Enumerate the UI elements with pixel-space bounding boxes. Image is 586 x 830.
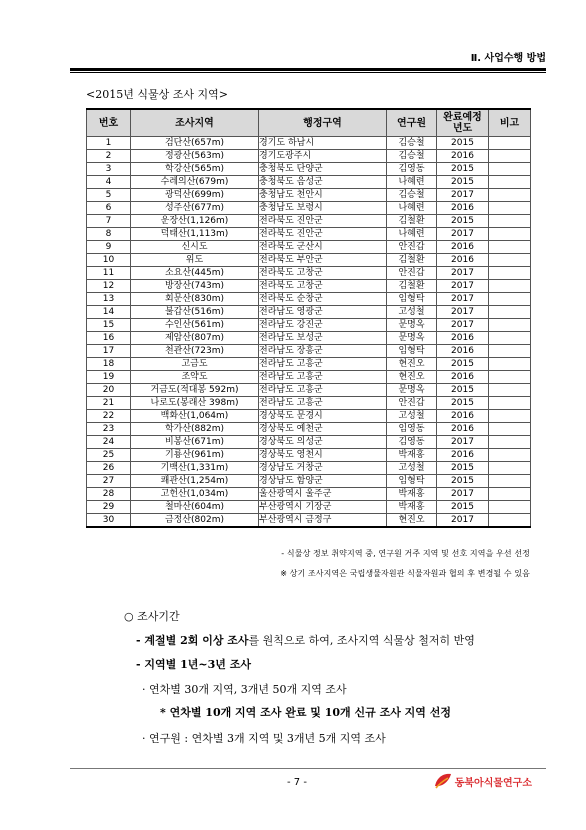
cell-number: 13: [87, 293, 131, 306]
bullet-regional-survey: - 지역별 1년~3년 조사: [136, 658, 251, 671]
cell-remarks: [489, 488, 531, 501]
cell-researcher: 나혜련: [387, 228, 437, 241]
cell-remarks: [489, 215, 531, 228]
cell-number: 12: [87, 280, 131, 293]
cell-completion-year: 2016: [437, 254, 489, 267]
bullet-researcher-regions: · 연구원 : 연차별 3개 지역 및 3개년 5개 지역 조사: [142, 732, 386, 745]
cell-admin-district: 경상남도 거창군: [259, 462, 387, 475]
cell-region: 나로도(봉래산 398m): [131, 397, 259, 410]
cell-remarks: [489, 189, 531, 202]
footer-rule: [70, 768, 546, 769]
cell-region: 수레의산(679m): [131, 176, 259, 189]
table-row: [87, 332, 531, 345]
cell-number: 5: [87, 189, 131, 202]
cell-region: 백화산(1,064m): [131, 410, 259, 423]
cell-remarks: [489, 319, 531, 332]
cell-completion-year: 2017: [437, 436, 489, 449]
cell-completion-year: 2016: [437, 423, 489, 436]
cell-remarks: [489, 462, 531, 475]
cell-remarks: [489, 332, 531, 345]
cell-researcher: 안진갑: [387, 241, 437, 254]
cell-researcher: 임영동: [387, 423, 437, 436]
cell-remarks: [489, 423, 531, 436]
cell-researcher: 김승철: [387, 150, 437, 163]
table-header-row: [87, 109, 531, 137]
table-row: [87, 371, 531, 384]
cell-remarks: [489, 345, 531, 358]
cell-remarks: [489, 163, 531, 176]
cell-researcher: 문명옥: [387, 319, 437, 332]
cell-remarks: [489, 267, 531, 280]
cell-completion-year: 2017: [437, 280, 489, 293]
cell-admin-district: 전라북도 부안군: [259, 254, 387, 267]
table-row: [87, 410, 531, 423]
cell-region: 성주산(677m): [131, 202, 259, 215]
cell-number: 2: [87, 150, 131, 163]
table-caption: <2015년 식물상 조사 지역>: [86, 88, 228, 101]
cell-completion-year: 2016: [437, 371, 489, 384]
cell-remarks: [489, 293, 531, 306]
table-row: [87, 215, 531, 228]
cell-remarks: [489, 241, 531, 254]
cell-region: 위도: [131, 254, 259, 267]
cell-completion-year: 2017: [437, 228, 489, 241]
cell-completion-year: 2017: [437, 319, 489, 332]
cell-remarks: [489, 501, 531, 514]
header-researcher: 연구원: [387, 109, 437, 137]
cell-number: 25: [87, 449, 131, 462]
cell-admin-district: 전라남도 보성군: [259, 332, 387, 345]
cell-admin-district: 전라북도 고창군: [259, 280, 387, 293]
cell-remarks: [489, 150, 531, 163]
cell-researcher: 고성철: [387, 462, 437, 475]
cell-region: 금정산(802m): [131, 514, 259, 528]
survey-region-table: [86, 108, 531, 528]
cell-number: 18: [87, 358, 131, 371]
cell-number: 1: [87, 137, 131, 150]
section-title: ○ 조사기간: [124, 610, 180, 623]
cell-admin-district: 전라남도 영광군: [259, 306, 387, 319]
table-row: [87, 241, 531, 254]
cell-admin-district: 경상북도 의성군: [259, 436, 387, 449]
cell-admin-district: 충청남도 천안시: [259, 189, 387, 202]
table-row: [87, 189, 531, 202]
cell-number: 6: [87, 202, 131, 215]
table-row: [87, 254, 531, 267]
cell-admin-district: 경상북도 영천시: [259, 449, 387, 462]
table-row: [87, 449, 531, 462]
table-row: [87, 475, 531, 488]
cell-admin-district: 전라남도 고흥군: [259, 397, 387, 410]
table-row: [87, 280, 531, 293]
cell-admin-district: 전라북도 고창군: [259, 267, 387, 280]
table-row: [87, 462, 531, 475]
cell-researcher: 김철환: [387, 215, 437, 228]
cell-remarks: [489, 371, 531, 384]
bullet-seasonal-survey-rest: 를 원칙으로 하여, 조사지역 식물상 철저히 반영: [248, 634, 475, 647]
table-row: [87, 384, 531, 397]
cell-completion-year: 2017: [437, 189, 489, 202]
cell-admin-district: 부산광역시 금정구: [259, 514, 387, 528]
cell-admin-district: 전라북도 군산시: [259, 241, 387, 254]
cell-admin-district: 경상남도 함양군: [259, 475, 387, 488]
cell-completion-year: 2015: [437, 137, 489, 150]
cell-researcher: 박재홍: [387, 488, 437, 501]
cell-region: 천관산(723m): [131, 345, 259, 358]
cell-researcher: 임형탁: [387, 345, 437, 358]
cell-researcher: 문명옥: [387, 384, 437, 397]
cell-researcher: 나혜련: [387, 176, 437, 189]
cell-region: 소요산(445m): [131, 267, 259, 280]
table-row: [87, 150, 531, 163]
cell-completion-year: 2017: [437, 293, 489, 306]
header-number: 번호: [87, 109, 131, 137]
table-row: [87, 501, 531, 514]
cell-number: 15: [87, 319, 131, 332]
cell-admin-district: 전라남도 강진군: [259, 319, 387, 332]
cell-remarks: [489, 306, 531, 319]
cell-number: 21: [87, 397, 131, 410]
bullet-seasonal-survey: [136, 632, 475, 648]
cell-researcher: 김철환: [387, 280, 437, 293]
header-rule: [70, 68, 546, 73]
cell-region: 방장산(743m): [131, 280, 259, 293]
bullet-annual-completion: * 연차별 10개 지역 조사 완료 및 10개 신규 조사 지역 선정: [160, 706, 452, 719]
cell-remarks: [489, 384, 531, 397]
cell-completion-year: 2015: [437, 384, 489, 397]
cell-admin-district: 경기도광주시: [259, 150, 387, 163]
header-region: 조사지역: [131, 109, 259, 137]
cell-admin-district: 경상북도 예천군: [259, 423, 387, 436]
cell-region: 수인산(561m): [131, 319, 259, 332]
cell-number: 16: [87, 332, 131, 345]
cell-number: 10: [87, 254, 131, 267]
cell-researcher: 현진오: [387, 358, 437, 371]
note-change-notice: ※ 상기 조사지역은 국립생물자원관 식물자원과 협의 후 변경될 수 있음: [280, 569, 530, 578]
cell-researcher: 고성철: [387, 306, 437, 319]
bullet-annual-regions: · 연차별 30개 지역, 3개년 50개 지역 조사: [142, 683, 347, 696]
header-admin-district: 행정구역: [259, 109, 387, 137]
cell-remarks: [489, 254, 531, 267]
cell-remarks: [489, 397, 531, 410]
cell-number: 9: [87, 241, 131, 254]
cell-region: 학강산(565m): [131, 163, 259, 176]
cell-region: 조약도: [131, 371, 259, 384]
cell-remarks: [489, 475, 531, 488]
cell-region: 비봉산(671m): [131, 436, 259, 449]
cell-researcher: 안진갑: [387, 397, 437, 410]
cell-remarks: [489, 514, 531, 528]
cell-researcher: 안진갑: [387, 267, 437, 280]
table-row: [87, 202, 531, 215]
cell-remarks: [489, 228, 531, 241]
cell-region: 제암산(807m): [131, 332, 259, 345]
cell-region: 쾌관산(1,254m): [131, 475, 259, 488]
cell-researcher: 김철환: [387, 254, 437, 267]
cell-completion-year: 2017: [437, 306, 489, 319]
cell-admin-district: 전라남도 고흥군: [259, 371, 387, 384]
table-row: [87, 514, 531, 528]
cell-number: 8: [87, 228, 131, 241]
cell-completion-year: 2015: [437, 163, 489, 176]
cell-remarks: [489, 449, 531, 462]
table-row: [87, 163, 531, 176]
cell-region: 고금도: [131, 358, 259, 371]
cell-number: 11: [87, 267, 131, 280]
cell-number: 3: [87, 163, 131, 176]
cell-region: 불갑산(516m): [131, 306, 259, 319]
cell-completion-year: 2016: [437, 241, 489, 254]
cell-admin-district: 충청북도 음성군: [259, 176, 387, 189]
cell-remarks: [489, 202, 531, 215]
table-row: [87, 137, 531, 150]
cell-researcher: 임형탁: [387, 475, 437, 488]
cell-number: 19: [87, 371, 131, 384]
cell-completion-year: 2015: [437, 215, 489, 228]
cell-region: 철마산(604m): [131, 501, 259, 514]
cell-number: 17: [87, 345, 131, 358]
leaf-logo-icon: [433, 772, 453, 790]
cell-region: 학가산(882m): [131, 423, 259, 436]
cell-researcher: 문명옥: [387, 332, 437, 345]
cell-completion-year: 2016: [437, 449, 489, 462]
table-row: [87, 319, 531, 332]
table-row: [87, 423, 531, 436]
cell-number: 23: [87, 423, 131, 436]
cell-completion-year: 2016: [437, 345, 489, 358]
logo-text: 동북아식물연구소: [454, 777, 532, 789]
cell-number: 22: [87, 410, 131, 423]
cell-admin-district: 경상북도 문경시: [259, 410, 387, 423]
cell-region: 거금도(적대봉 592m): [131, 384, 259, 397]
cell-admin-district: 충청북도 단양군: [259, 163, 387, 176]
cell-admin-district: 충청남도 보령시: [259, 202, 387, 215]
cell-admin-district: 울산광역시 울주군: [259, 488, 387, 501]
cell-region: 기룡산(961m): [131, 449, 259, 462]
table-row: [87, 488, 531, 501]
cell-completion-year: 2015: [437, 475, 489, 488]
cell-researcher: 현진오: [387, 371, 437, 384]
cell-completion-year: 2016: [437, 150, 489, 163]
cell-remarks: [489, 436, 531, 449]
cell-completion-year: 2017: [437, 488, 489, 501]
cell-region: 덕태산(1,113m): [131, 228, 259, 241]
cell-region: 운장산(1,126m): [131, 215, 259, 228]
cell-region: 고헌산(1,034m): [131, 488, 259, 501]
cell-region: 기백산(1,331m): [131, 462, 259, 475]
cell-admin-district: 전라남도 고흥군: [259, 358, 387, 371]
cell-completion-year: 2015: [437, 501, 489, 514]
table-row: [87, 267, 531, 280]
cell-completion-year: 2016: [437, 202, 489, 215]
cell-number: 28: [87, 488, 131, 501]
cell-admin-district: 부산광역시 기장군: [259, 501, 387, 514]
cell-completion-year: 2016: [437, 332, 489, 345]
cell-completion-year: 2016: [437, 410, 489, 423]
table-row: [87, 176, 531, 189]
cell-region: 검단산(657m): [131, 137, 259, 150]
cell-completion-year: 2015: [437, 397, 489, 410]
cell-region: 신시도: [131, 241, 259, 254]
cell-remarks: [489, 176, 531, 189]
header-completion-year: 완료예정 년도: [437, 109, 489, 137]
cell-researcher: 김승철: [387, 189, 437, 202]
cell-completion-year: 2017: [437, 267, 489, 280]
cell-researcher: 김영동: [387, 163, 437, 176]
cell-admin-district: 전라북도 진안군: [259, 215, 387, 228]
section-header: Ⅱ. 사업수행 방법: [470, 53, 546, 64]
cell-number: 26: [87, 462, 131, 475]
cell-number: 24: [87, 436, 131, 449]
note-selection-criteria: - 식물상 정보 취약지역 중, 연구원 거주 지역 및 선호 지역을 우선 선정: [281, 549, 530, 558]
table-row: [87, 293, 531, 306]
cell-admin-district: 전라북도 순창군: [259, 293, 387, 306]
table-row: [87, 306, 531, 319]
cell-number: 4: [87, 176, 131, 189]
page-number: - 7 -: [287, 777, 307, 788]
table-body: [87, 137, 531, 528]
cell-completion-year: 2015: [437, 358, 489, 371]
cell-completion-year: 2015: [437, 462, 489, 475]
cell-number: 20: [87, 384, 131, 397]
institute-logo: [433, 772, 532, 790]
cell-researcher: 나혜련: [387, 202, 437, 215]
cell-admin-district: 전라남도 장흥군: [259, 345, 387, 358]
table-row: [87, 358, 531, 371]
cell-researcher: 현진오: [387, 514, 437, 528]
cell-researcher: 김승철: [387, 137, 437, 150]
header-remarks: 비고: [489, 109, 531, 137]
cell-remarks: [489, 410, 531, 423]
cell-researcher: 박재홍: [387, 501, 437, 514]
cell-number: 7: [87, 215, 131, 228]
cell-researcher: 임형탁: [387, 293, 437, 306]
cell-admin-district: 전라북도 진안군: [259, 228, 387, 241]
table-row: [87, 436, 531, 449]
table-row: [87, 345, 531, 358]
cell-completion-year: 2015: [437, 176, 489, 189]
cell-completion-year: 2017: [437, 514, 489, 528]
cell-researcher: 박재홍: [387, 449, 437, 462]
cell-number: 27: [87, 475, 131, 488]
cell-remarks: [489, 137, 531, 150]
bullet-seasonal-survey-bold: - 계절별 2회 이상 조사: [136, 634, 249, 647]
cell-remarks: [489, 358, 531, 371]
cell-number: 30: [87, 514, 131, 528]
cell-region: 광덕산(699m): [131, 189, 259, 202]
cell-number: 29: [87, 501, 131, 514]
cell-admin-district: 전라남도 고흥군: [259, 384, 387, 397]
table-row: [87, 228, 531, 241]
table-row: [87, 397, 531, 410]
cell-remarks: [489, 280, 531, 293]
cell-researcher: 고성철: [387, 410, 437, 423]
cell-region: 회문산(830m): [131, 293, 259, 306]
cell-region: 정광산(563m): [131, 150, 259, 163]
cell-admin-district: 경기도 하남시: [259, 137, 387, 150]
cell-number: 14: [87, 306, 131, 319]
cell-researcher: 김영동: [387, 436, 437, 449]
